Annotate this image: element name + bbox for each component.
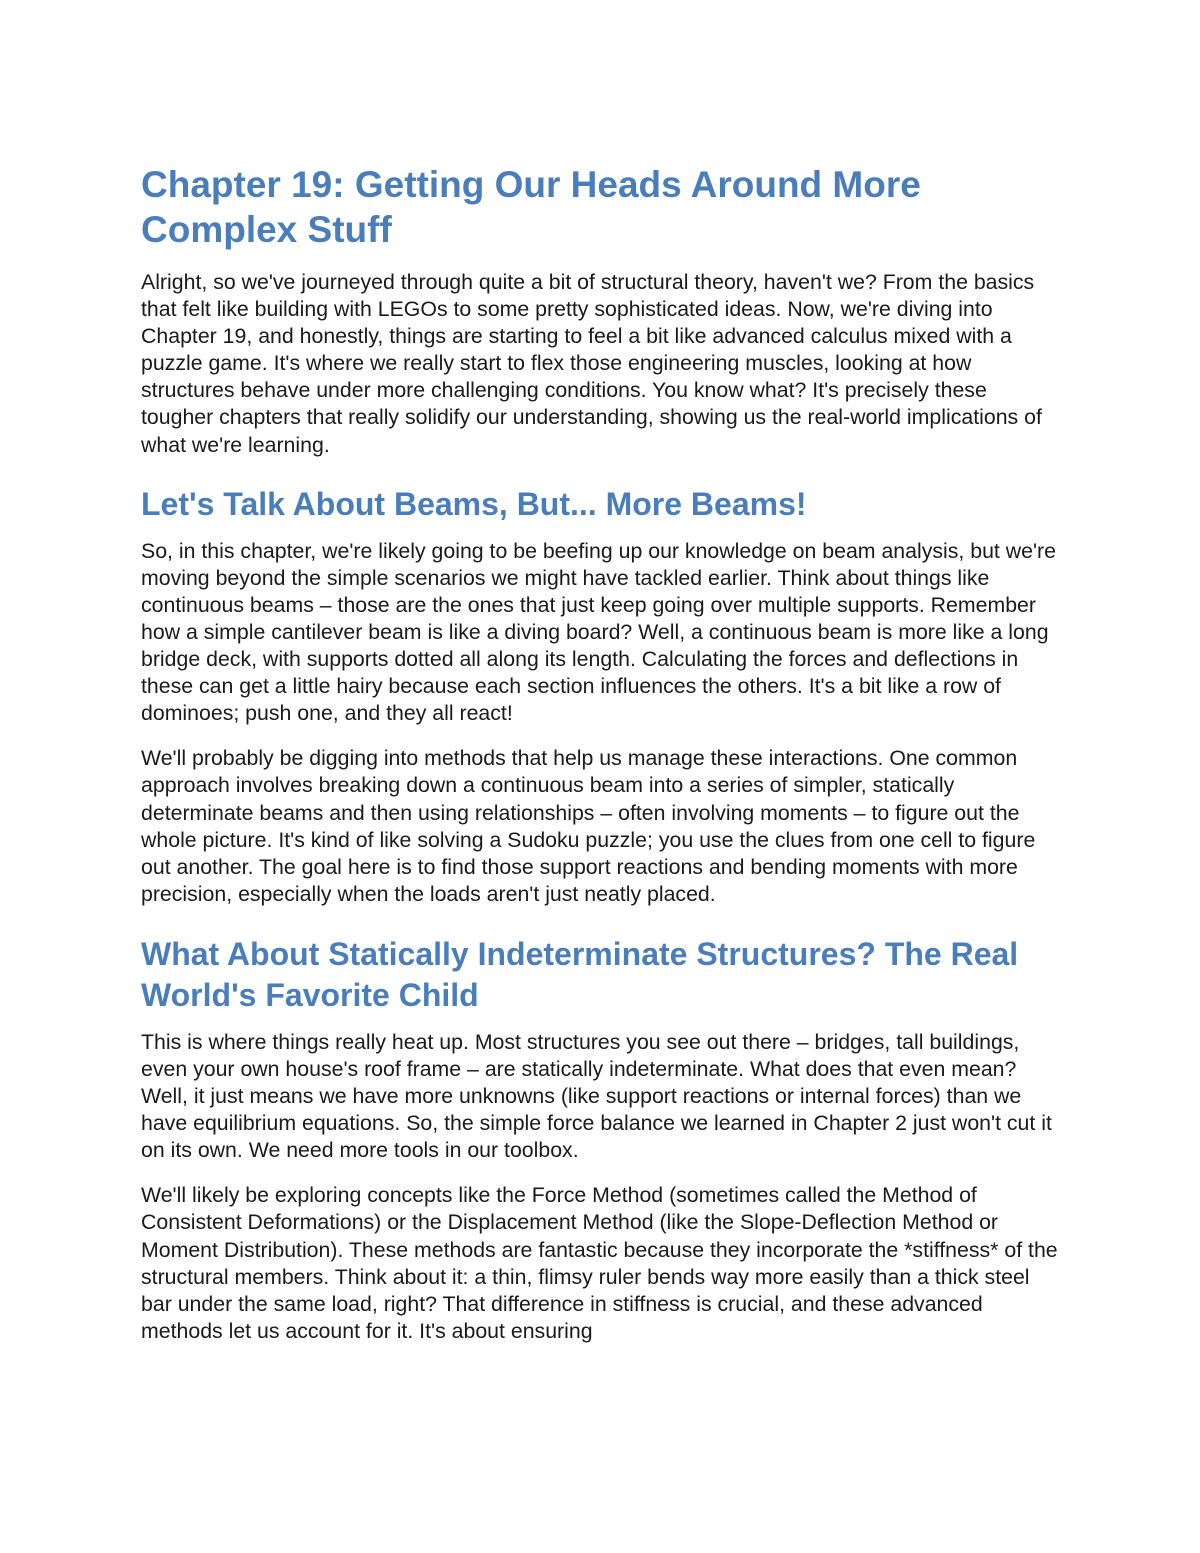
indeterminate-paragraph-2: We'll likely be exploring concepts like the Force Method (sometimes called the Method of Consistent Deformations) or the Displacement Method (like the Slope-Deflection Method or Moment Distribution). These methods are fantastic because they incorporate the *stiffness* of the structural members. Think about it: a thin, flimsy ruler bends way more easily than a thick steel bar under the same load, right? That difference in stiffness is crucial, and these advanced methods let us account for it. It's about ensuring [141, 1183, 1058, 1343]
chapter-title: Chapter 19: Getting Our Heads Around More Complex Stuff [141, 164, 921, 250]
beams-paragraph-1: So, in this chapter, we're likely going to be beefing up our knowledge on beam analysis, but we're moving beyond the simple scenarios we might have tackled earlier. Think about things like continuous beams – those are the ones that just keep going over multiple supports. Remember how a simple cantilever beam is like a diving board? Well, a continuous beam is more like a long bridge deck, with supports dotted all along its length. Calculating the forces and deflections in these can get a little hairy because each section influences the others. It's a bit like a row of dominoes; push one, and they all react! [141, 538, 1056, 726]
section-heading-indeterminate: What About Statically Indeterminate Structures? The Real World's Favorite Child [141, 935, 1019, 1013]
document-page [141, 162, 1061, 1345]
indeterminate-paragraph-1: This is where things really heat up. Most structures you see out there – bridges, tall buildings, even your own house's roof frame – are statically indeterminate. What does that even mean? Well, it just means we have more unknowns (like support reactions or internal forces) than we have equilibrium equations. So, the simple force balance we learned in Chapter 2 just won't cut it on its own. We need more tools in our toolbox. [141, 1029, 1052, 1163]
section-heading-beams: Let's Talk About Beams, But... More Beams! [141, 485, 807, 522]
beams-paragraph-2: We'll probably be digging into methods that help us manage these interactions. One common approach involves breaking down a continuous beam into a series of simpler, statically determinate beams and then using relationships – often involving moments – to figure out the whole picture. It's kind of like solving a Sudoku puzzle; you use the clues from one cell to figure out another. The goal here is to find those support reactions and bending moments with more precision, especially when the loads aren't just neatly placed. [141, 746, 1036, 906]
intro-paragraph: Alright, so we've journeyed through quite a bit of structural theory, haven't we? From the basics that felt like building with LEGOs to some pretty sophisticated ideas. Now, we're diving into Chapter 19, and honestly, things are starting to feel a bit like advanced calculus mixed with a puzzle game. It's where we really start to flex those engineering muscles, looking at how structures behave under more challenging conditions. You know what? It's precisely these tougher chapters that really solidify our understanding, showing us the real-world implications of what we're learning. [141, 270, 1042, 457]
